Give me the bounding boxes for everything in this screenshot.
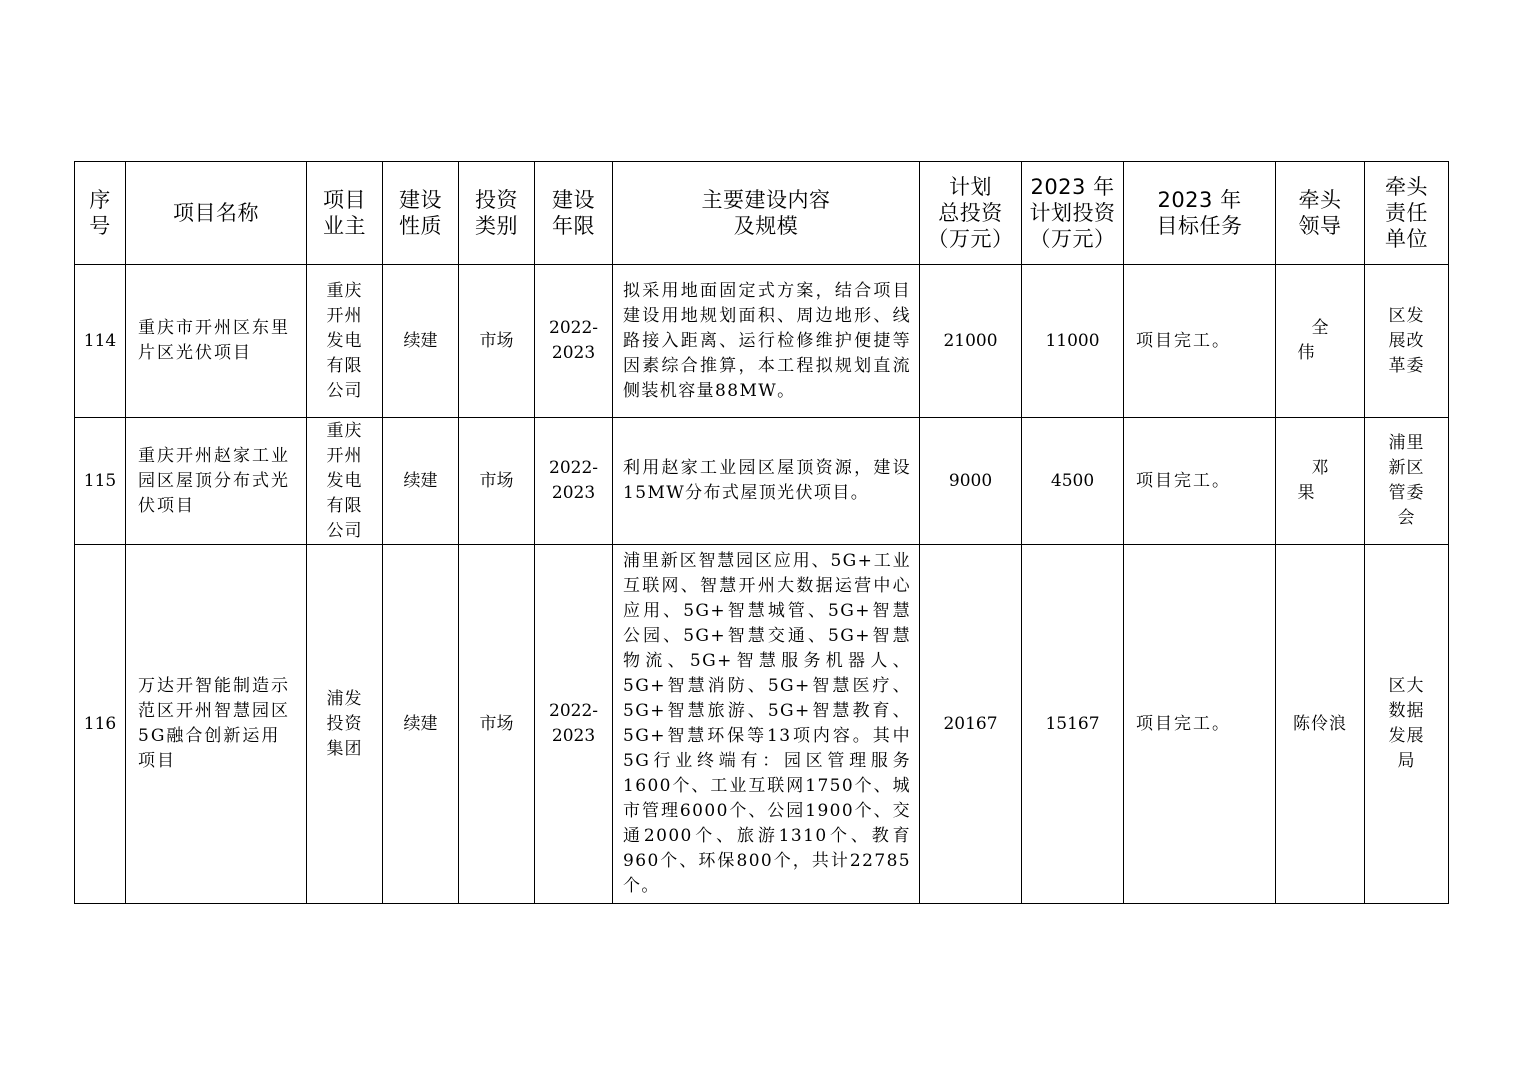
header-seq: 序 号 [75, 162, 126, 265]
cell-seq: 115 [75, 418, 126, 545]
cell-nature: 续建 [383, 418, 459, 545]
cell-project-name: 重庆开州赵家工业园区屋顶分布式光伏项目 [126, 418, 307, 545]
cell-project-name: 万达开智能制造示范区开州智慧园区5G融合创新运用项目 [126, 545, 307, 904]
cell-category: 市场 [459, 265, 535, 418]
leader-name: 邓果 [1297, 458, 1357, 503]
cell-nature: 续建 [383, 265, 459, 418]
cell-leader [1276, 265, 1365, 418]
header-unit: 牵头 责任 单位 [1365, 162, 1449, 265]
table-row [75, 418, 1449, 545]
cell-owner: 重庆开州发电有限公司 [307, 265, 383, 418]
cell-owner: 重庆开州发电有限公司 [307, 418, 383, 545]
table-row [75, 265, 1449, 418]
table-row [75, 545, 1449, 904]
cell-category: 市场 [459, 418, 535, 545]
cell-plan-investment-2023: 11000 [1022, 265, 1124, 418]
cell-leader: 陈伶浪 [1276, 545, 1365, 904]
table-header-row [75, 162, 1449, 265]
cell-content: 利用赵家工业园区屋顶资源，建设15MW分布式屋顶光伏项目。 [613, 418, 920, 545]
cell-nature: 续建 [383, 545, 459, 904]
cell-content: 拟采用地面固定式方案，结合项目建设用地规划面积、周边地形、线路接入距离、运行检修维护便捷等因素综合推算，本工程拟规划直流侧装机容量88MW。 [613, 265, 920, 418]
cell-leader [1276, 418, 1365, 545]
header-plan-investment-2023: 2023 年 计划投资 （万元） [1022, 162, 1124, 265]
leader-name: 全伟 [1297, 318, 1357, 363]
cell-total-investment: 20167 [920, 545, 1022, 904]
cell-unit: 浦里新区管委会 [1365, 418, 1449, 545]
header-total-investment: 计划 总投资 （万元） [920, 162, 1022, 265]
cell-unit: 区发展改革委 [1365, 265, 1449, 418]
header-owner: 项目 业主 [307, 162, 383, 265]
header-content: 主要建设内容 及规模 [613, 162, 920, 265]
cell-period: 2022-2023 [535, 418, 613, 545]
project-table [74, 161, 1449, 904]
cell-category: 市场 [459, 545, 535, 904]
header-target-task-2023: 2023 年 目标任务 [1124, 162, 1276, 265]
cell-period: 2022-2023 [535, 265, 613, 418]
cell-seq: 116 [75, 545, 126, 904]
cell-plan-investment-2023: 15167 [1022, 545, 1124, 904]
cell-unit: 区大数据发展局 [1365, 545, 1449, 904]
cell-target-task: 项目完工。 [1124, 545, 1276, 904]
header-nature: 建设 性质 [383, 162, 459, 265]
cell-plan-investment-2023: 4500 [1022, 418, 1124, 545]
header-category: 投资 类别 [459, 162, 535, 265]
header-leader: 牵头 领导 [1276, 162, 1365, 265]
cell-owner: 浦发投资集团 [307, 545, 383, 904]
cell-total-investment: 21000 [920, 265, 1022, 418]
cell-seq: 114 [75, 265, 126, 418]
cell-content: 浦里新区智慧园区应用、5G+工业互联网、智慧开州大数据运营中心应用、5G+智慧城管、5G+智慧公园、5G+智慧交通、5G+智慧物流、5G+智慧服务机器人、5G+智慧消防、5G+智慧医疗、5G+智慧旅游、5G+智慧教育、5G+智慧环保等13项内容。其中5G行业终端有：园区管理服务1600个、工业互联网1750个、城市管理6000个、公园1900个、交通2000个、旅游1310个、教育960个、环保800个，共计22785个。 [613, 545, 920, 904]
header-period: 建设 年限 [535, 162, 613, 265]
cell-target-task: 项目完工。 [1124, 265, 1276, 418]
cell-project-name: 重庆市开州区东里片区光伏项目 [126, 265, 307, 418]
cell-period: 2022-2023 [535, 545, 613, 904]
header-project-name: 项目名称 [126, 162, 307, 265]
cell-target-task: 项目完工。 [1124, 418, 1276, 545]
cell-total-investment: 9000 [920, 418, 1022, 545]
